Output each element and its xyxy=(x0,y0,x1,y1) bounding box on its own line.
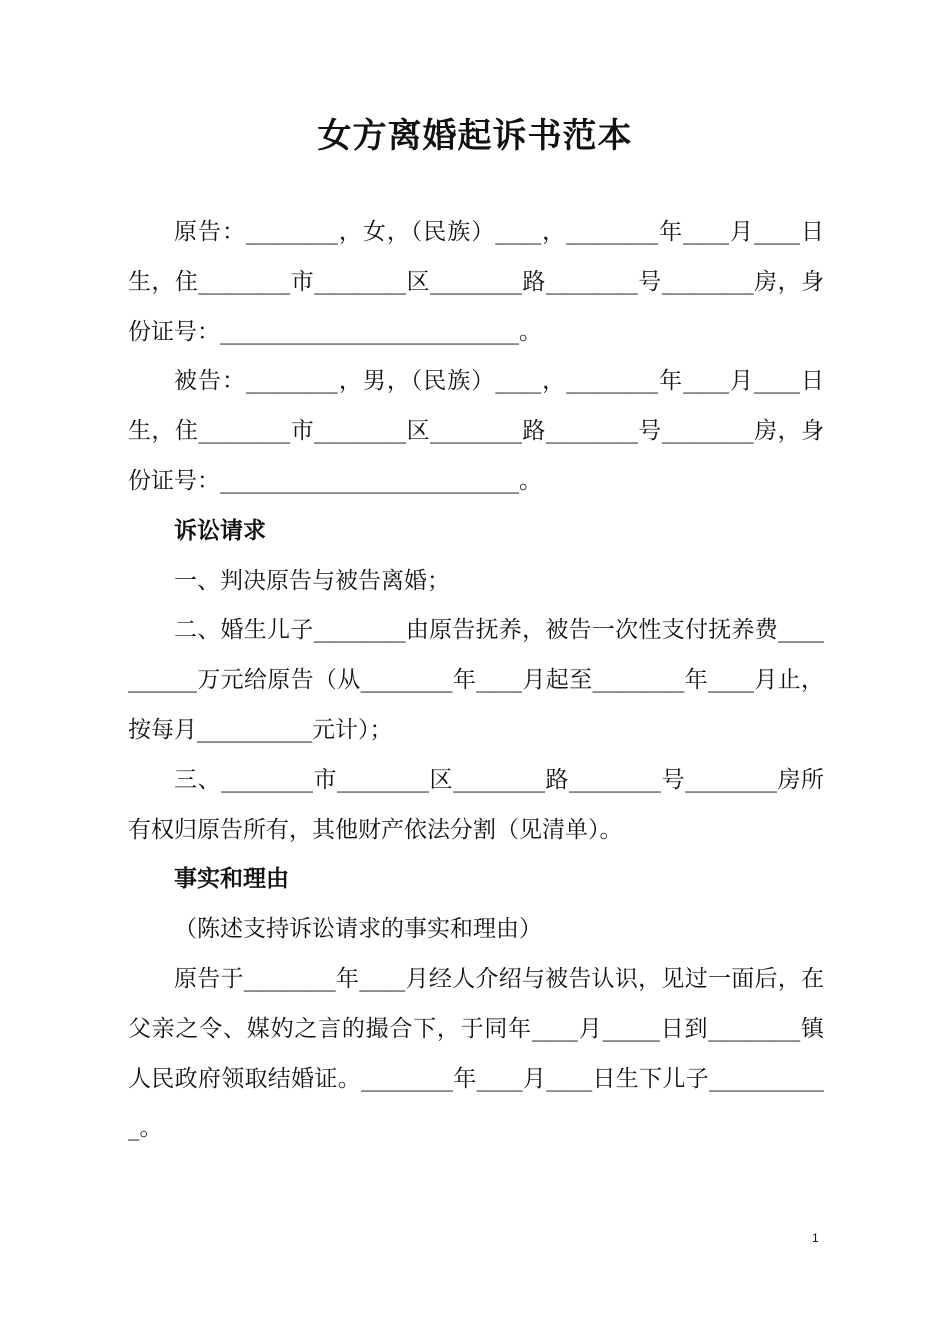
defendant-paragraph: 被告：________，男，（民族）____，________年____月____日生，住________市________区________路________号________房，身份证号：__________________________。 xyxy=(128,368,824,494)
facts-heading: 事实和理由 xyxy=(174,866,289,893)
plaintiff-paragraph: 原告：________，女，（民族）____，________年____月____日生，住________市________区________路________号________房，身份证号：__________________________。 xyxy=(128,219,824,345)
claim-item-2: 二、婚生儿子________由原告抚养，被告一次性支付抚养费__________万元给原告（从________年____月起至________年____月止，按每月__________元计）； xyxy=(128,617,824,743)
document-body xyxy=(128,208,824,1154)
page-number: 1 xyxy=(812,1231,819,1245)
claims-heading: 诉讼请求 xyxy=(174,517,266,544)
claim-item-3: 三、________市________区________路________号________房所有权归原告所有，其他财产依法分割（见清单）。 xyxy=(128,766,824,843)
facts-note: （陈述支持诉讼请求的事实和理由） xyxy=(174,916,542,943)
claim-item-1: 一、判决原告与被告离婚； xyxy=(174,567,450,594)
document-title: 女方离婚起诉书范本 xyxy=(317,116,633,156)
facts-paragraph: 原告于________年____月经人介绍与被告认识，见过一面后，在父亲之令、媒妁之言的撮合下，于同年____月_____日到________镇人民政府领取结婚证。________年____月____日生下儿子___________。 xyxy=(128,965,824,1142)
